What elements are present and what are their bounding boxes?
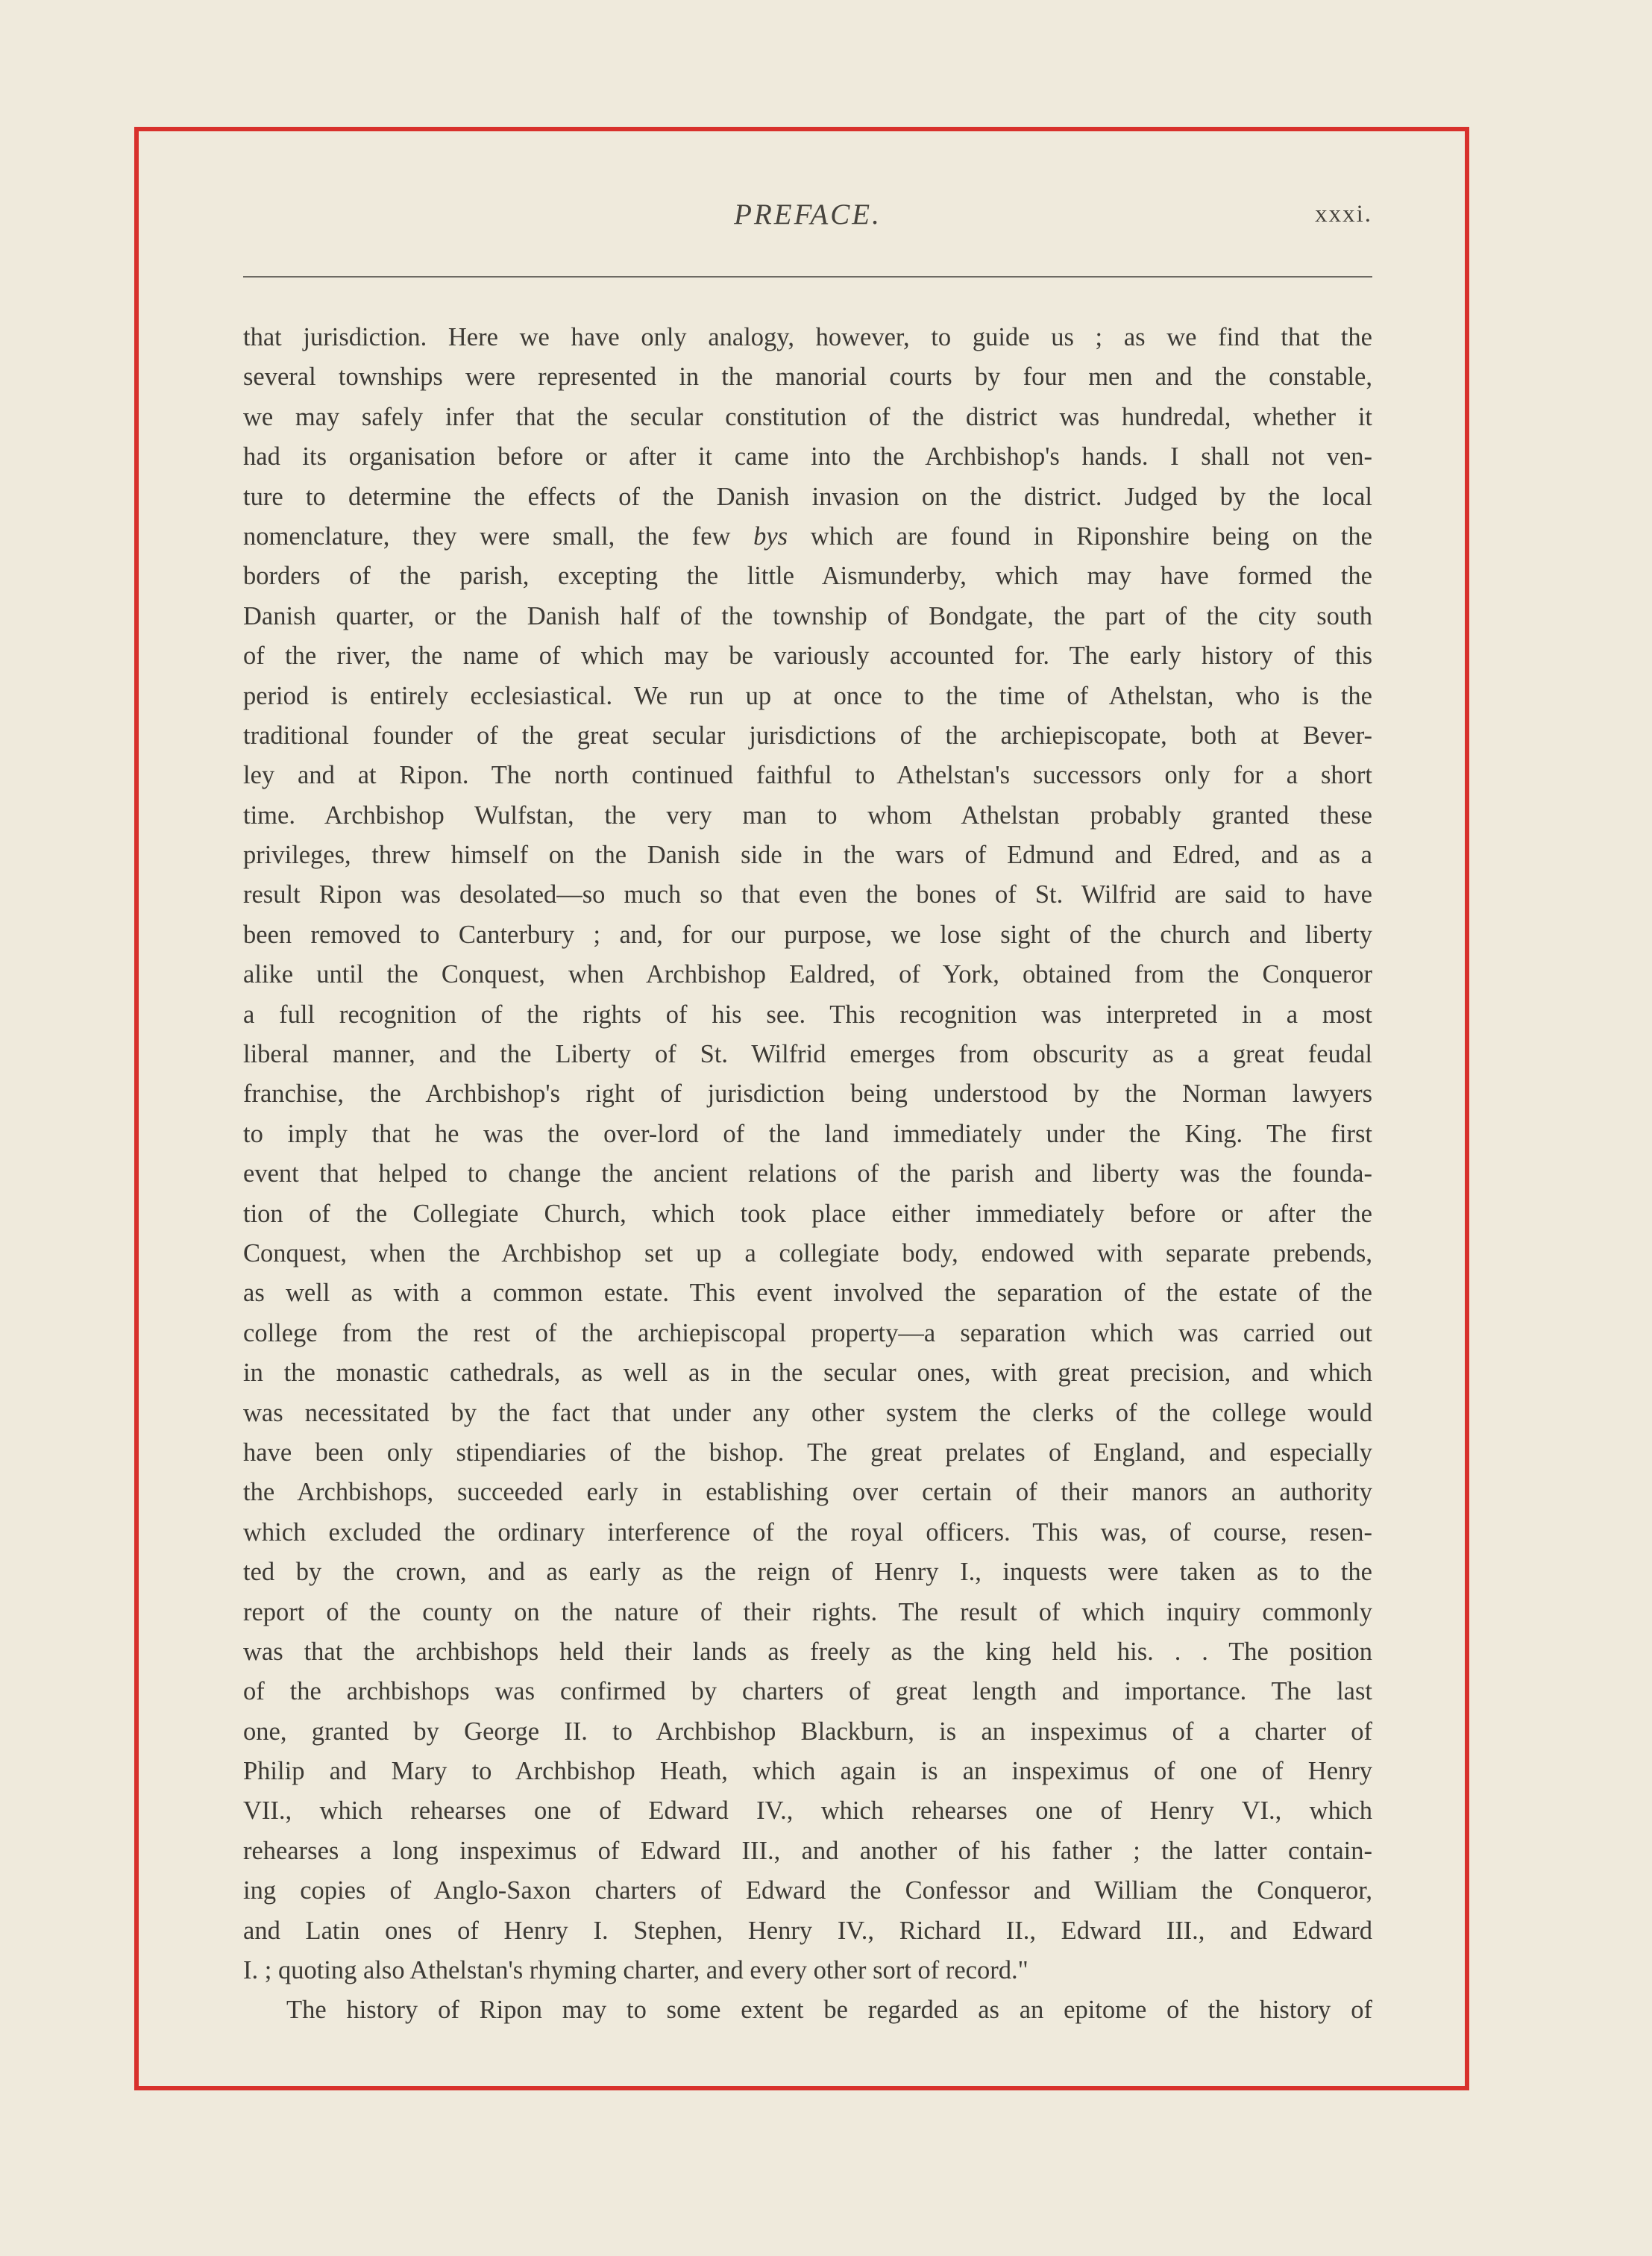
- text-line: result Ripon was desolated—so much so that even the bones of St. Wilfrid are said to have: [243, 880, 1372, 909]
- text-line: VII., which rehearses one of Edward IV., which rehearses one of Henry VI., which: [243, 1796, 1372, 1826]
- text-line: franchise, the Archbishop's right of jurisdiction being understood by the Norman lawyers: [243, 1080, 1372, 1109]
- text-line: Danish quarter, or the Danish half of the township of Bondgate, the part of the city south: [243, 601, 1372, 630]
- text-fragment: nomenclature, they were small, the few: [243, 521, 754, 551]
- header-rule: [243, 276, 1372, 278]
- text-line: privileges, threw himself on the Danish side in the wars of Edmund and Edred, and as a: [243, 841, 1372, 870]
- text-line: of the archbishops was confirmed by charters of great length and importance. The last: [243, 1677, 1372, 1706]
- running-head: [243, 198, 1372, 242]
- text-line: in the monastic cathedrals, as well as in the secular ones, with great precision, and which: [243, 1359, 1372, 1388]
- text-line: which excluded the ordinary interference of the royal officers. This was, of course, resen-: [243, 1517, 1372, 1547]
- italic-word: bys: [753, 521, 788, 551]
- text-fragment: which are found in Riponshire being on the: [788, 521, 1372, 551]
- text-line: Conquest, when the Archbishop set up a collegiate body, endowed with separate prebends,: [243, 1238, 1372, 1268]
- text-line: event that helped to change the ancient relations of the parish and liberty was the founda-: [243, 1159, 1372, 1188]
- text-line: several townships were represented in the manorial courts by four men and the constable,: [243, 363, 1372, 392]
- text-line: was that the archbishops held their lands as freely as the king held his. . . The position: [243, 1637, 1372, 1666]
- text-line: period is entirely ecclesiastical. We run up at once to the time of Athelstan, who is the: [243, 681, 1372, 710]
- text-line: and Latin ones of Henry I. Stephen, Henry IV., Richard II., Edward III., and Edward: [243, 1916, 1372, 1945]
- text-line: of the river, the name of which may be variously accounted for. The early history of this: [243, 642, 1372, 671]
- text-line: a full recognition of the rights of his see. This recognition was interpreted in a most: [243, 1000, 1372, 1029]
- text-line: been removed to Canterbury ; and, for our purpose, we lose sight of the church and liberty: [243, 920, 1372, 949]
- text-line: tion of the Collegiate Church, which took place either immediately before or after the: [243, 1199, 1372, 1228]
- text-line: one, granted by George II. to Archbishop Blackburn, is an inspeximus of a charter of: [243, 1717, 1372, 1746]
- text-line: ture to determine the effects of the Danish invasion on the district. Judged by the local: [243, 482, 1372, 511]
- text-line: report of the county on the nature of their rights. The result of which inquiry commonly: [243, 1597, 1372, 1626]
- text-line: college from the rest of the archiepiscopal property—a separation which was carried out: [243, 1318, 1372, 1347]
- text-line-italic-bys: [243, 517, 1372, 557]
- text-line: rehearses a long inspeximus of Edward III., and another of his father ; the latter contain-: [243, 1836, 1372, 1865]
- text-line: ted by the crown, and as early as the reign of Henry I., inquests were taken as to the: [243, 1558, 1372, 1587]
- text-line: liberal manner, and the Liberty of St. Wilfrid emerges from obscurity as a great feudal: [243, 1040, 1372, 1069]
- text-line: borders of the parish, excepting the little Aismunderby, which may have formed the: [243, 562, 1372, 591]
- text-line: alike until the Conquest, when Archbishop Ealdred, of York, obtained from the Conqueror: [243, 960, 1372, 989]
- text-line: ley and at Ripon. The north continued faithful to Athelstan's successors only for a short: [243, 761, 1372, 790]
- text-line: had its organisation before or after it came into the Archbishop's hands. I shall not ven-: [243, 442, 1372, 471]
- page-number: xxxi.: [1315, 201, 1372, 228]
- text-line: was necessitated by the fact that under any other system the clerks of the college would: [243, 1398, 1372, 1427]
- text-line: that jurisdiction. Here we have only analogy, however, to guide us ; as we find that the: [243, 323, 1372, 351]
- text-line: as well as with a common estate. This event involved the separation of the estate of the: [243, 1279, 1372, 1308]
- text-line: have been only stipendiaries of the bishop. The great prelates of England, and especially: [243, 1438, 1372, 1467]
- text-line: Philip and Mary to Archbishop Heath, which again is an inspeximus of one of Henry: [243, 1757, 1372, 1786]
- body-text: [243, 318, 1372, 2031]
- text-line-paragraph-end: I. ; quoting also Athelstan's rhyming charter, and every other sort of record.": [243, 1956, 1028, 1985]
- text-line: ing copies of Anglo-Saxon charters of Edward the Confessor and William the Conqueror,: [243, 1876, 1372, 1905]
- running-title: PREFACE.: [734, 198, 882, 231]
- text-line: to imply that he was the over-lord of the land immediately under the King. The first: [243, 1119, 1372, 1148]
- text-line: we may safely infer that the secular constitution of the district was hundredal, whether it: [243, 402, 1372, 431]
- text-line: traditional founder of the great secular jurisdictions of the archiepiscopate, both at Bever-: [243, 721, 1372, 750]
- text-line: the Archbishops, succeeded early in establishing over certain of their manors an authority: [243, 1478, 1372, 1507]
- text-line: time. Archbishop Wulfstan, the very man to whom Athelstan probably granted these: [243, 800, 1372, 830]
- text-line-paragraph-start: The history of Ripon may to some extent be regarded as an epitome of the history of: [286, 1996, 1372, 2025]
